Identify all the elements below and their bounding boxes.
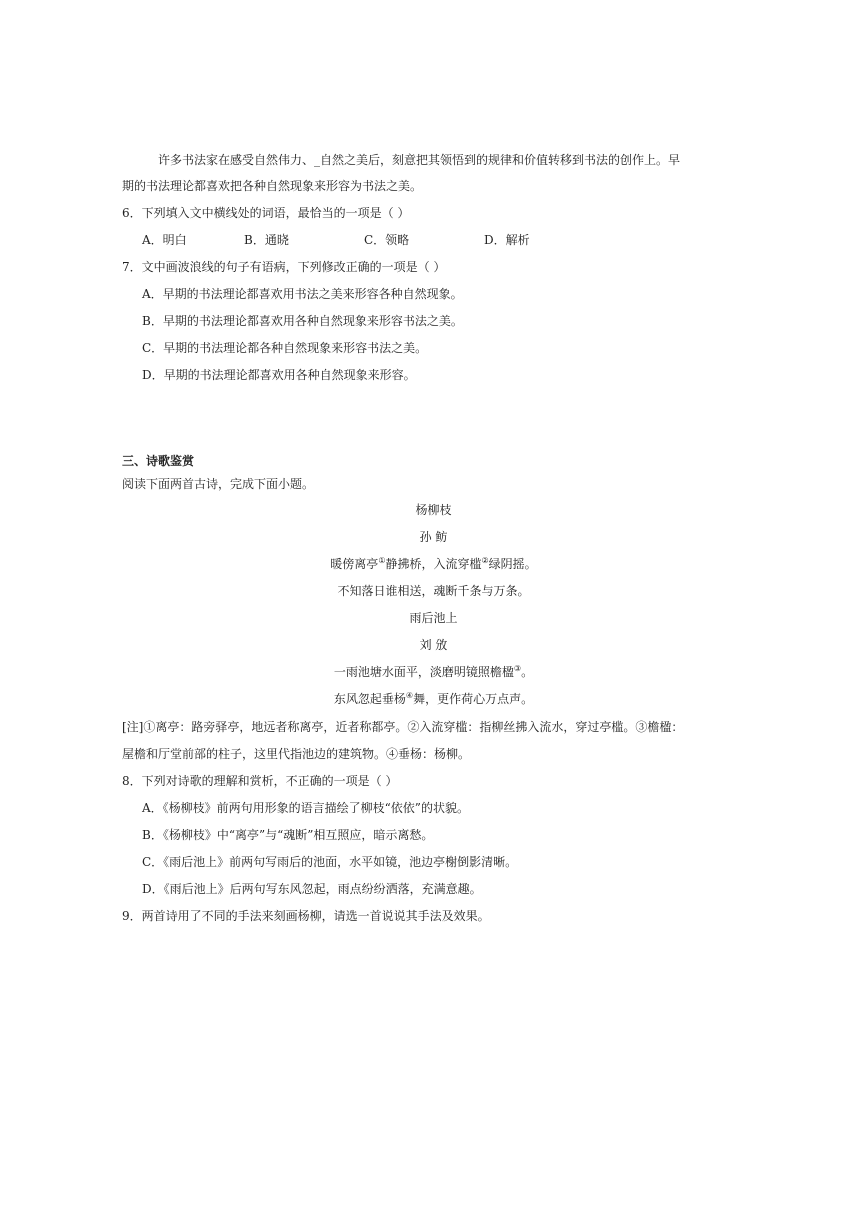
q7-option-d: D．早期的书法理论都喜欢用各种自然现象来形容。 [142,368,416,382]
q7-option-b: B．早期的书法理论都喜欢用各种自然现象来形容书法之美。 [142,314,463,328]
footnote-marker-4: ④ [405,691,414,700]
section-heading: 三、诗歌鉴赏 [122,454,195,468]
notes-line-2: 屋檐和厅堂前部的柱子，这里代指池边的建筑物。④垂杨：杨柳。 [122,747,471,761]
question-7-stem: 7．文中画波浪线的句子有语病，下列修改正确的一项是（ ） [122,260,446,274]
poem2-line-2-a: 东风忽起垂杨 [333,692,406,706]
poem1-line-1-a: 暖傍离亭 [330,557,379,571]
q8-option-b: B．《杨柳枝》中“离亭”与“魂断”相互照应，暗示离愁。 [142,828,434,842]
poem2-author: 刘 攽 [419,638,448,652]
q7-option-a: A．早期的书法理论都喜欢用书法之美来形容各种自然现象。 [142,287,463,301]
poem2-line-1 [0,664,867,680]
poem2-line-1-a: 一雨池塘水面平，淡磨明镜照檐楹 [333,665,514,679]
passage-line-1: 许多书法家在感受自然伟力、_自然之美后，刻意把其领悟到的规律和价值转移到书法的创作上。早 [158,153,681,167]
q6-option-a: A．明白 [142,233,187,247]
poem2-line-2 [0,691,867,707]
poem2-title: 雨后池上 [409,611,458,625]
question-6-stem: 6．下列填入文中横线处的词语，最恰当的一项是（ ） [122,206,410,220]
q8-option-c: C．《雨后池上》前两句写雨后的池面，水平如镜，池边亭榭倒影清晰。 [142,855,518,869]
section-intro: 阅读下面两首古诗，完成下面小题。 [122,477,315,491]
q8-option-d: D．《雨后池上》后两句写东风忽起，雨点纷纷洒落，充满意趣。 [142,882,482,896]
poem1-line-1-c: 绿阴摇。 [488,557,537,571]
q6-option-b: B．通晓 [244,233,289,247]
poem1-line-1 [0,556,867,572]
poem2-line-1-b: 。 [521,665,534,679]
notes-line-1: [注]①离亭：路旁驿亭，地远者称离亭，近者称都亭。②入流穿槛：指柳丝拂入流水，穿过亭槛。③檐楹： [122,720,684,734]
footnote-marker-1: ① [378,556,386,565]
q6-option-c: C．领略 [364,233,410,247]
q6-option-d: D．解析 [484,233,530,247]
poem1-line-2: 不知落日谁相送，魂断千条与万条。 [337,584,530,598]
poem1-author: 孙 鲂 [419,530,448,544]
question-6-options [142,232,562,248]
question-9-stem: 9．两首诗用了不同的手法来刻画杨柳，请选一首说说其手法及效果。 [122,909,490,923]
question-8-stem: 8．下列对诗歌的理解和赏析，不正确的一项是（ ） [122,774,398,788]
poem1-line-1-b: 静拂桥，入流穿槛 [385,557,482,571]
poem1-title: 杨柳枝 [415,503,452,517]
q7-option-c: C．早期的书法理论都各种自然现象来形容书法之美。 [142,341,428,355]
poem2-line-2-b: 舞，更作荷心万点声。 [413,692,534,706]
q8-option-a: A．《杨柳枝》前两句用形象的语言描绘了柳枝“依依”的状貌。 [142,801,469,815]
footnote-marker-2: ② [481,556,489,565]
footnote-marker-3: ③ [513,664,522,673]
passage-line-2: 期的书法理论都喜欢把各种自然现象来形容为书法之美。 [122,179,423,193]
